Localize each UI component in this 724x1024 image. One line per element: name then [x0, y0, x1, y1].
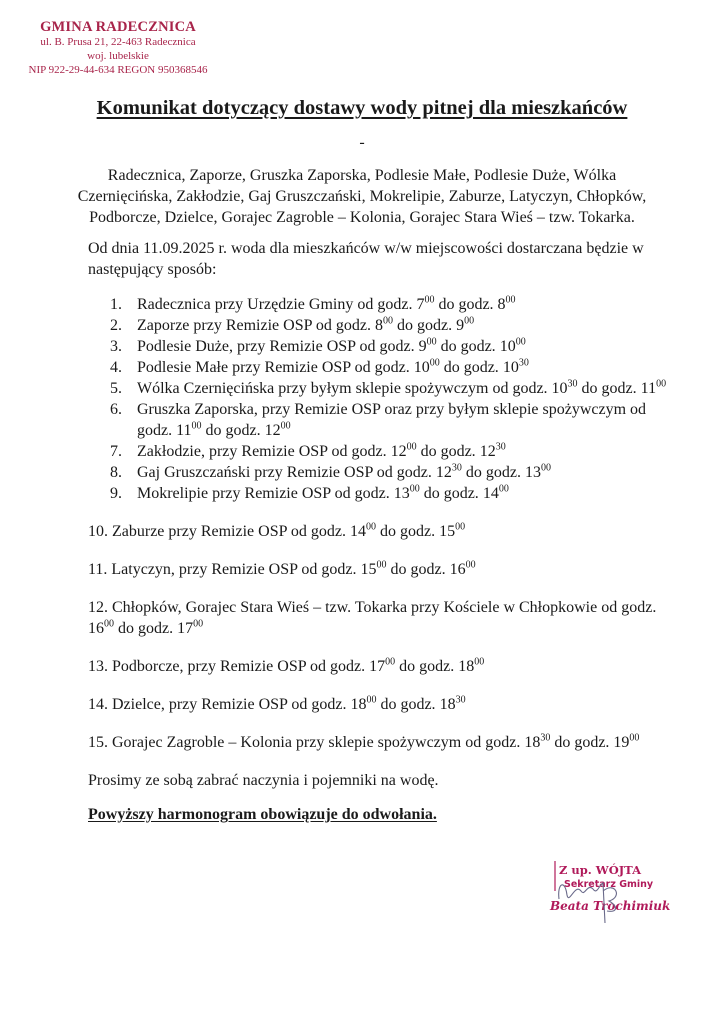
- time-from-minutes: 00: [409, 483, 420, 495]
- separator: -: [359, 134, 365, 151]
- item-number: 5.: [110, 380, 122, 397]
- time-to-minutes: 00: [656, 378, 667, 390]
- item-text: [137, 294, 670, 315]
- time-to-hour: 17: [177, 620, 194, 637]
- schedule-item: [88, 559, 668, 580]
- item-text: [137, 483, 670, 504]
- letterhead-name: GMINA RADECZNICA: [40, 19, 196, 35]
- item-location: Podlesie Duże, przy Remizie OSP od godz.: [137, 338, 419, 355]
- time-to-minutes: 00: [629, 732, 640, 744]
- schedule-item: [88, 597, 668, 639]
- time-from-hour: 12: [390, 443, 407, 460]
- time-from-hour: 13: [393, 485, 410, 502]
- time-from-minutes: 00: [191, 420, 202, 432]
- item-number: 10.: [88, 523, 108, 540]
- item-number: 2.: [110, 317, 122, 334]
- item-text: [111, 561, 475, 578]
- time-to-minutes: 00: [505, 294, 516, 306]
- stamp-line-2: Sekretarz Gminy: [564, 879, 654, 890]
- item-number: 3.: [110, 338, 122, 355]
- item-number: 4.: [110, 359, 122, 376]
- time-to-hour: 11: [640, 380, 657, 397]
- time-from-hour: 15: [360, 561, 377, 578]
- time-to-minutes: 00: [464, 315, 475, 327]
- schedule-list-spaced: [88, 521, 668, 753]
- time-to-minutes: 30: [495, 441, 506, 453]
- item-text: [88, 599, 656, 637]
- item-location: Latyczyn, przy Remizie OSP od godz.: [111, 561, 361, 578]
- time-to-minutes: 00: [498, 483, 509, 495]
- item-connector: do godz.: [416, 443, 480, 460]
- schedule-item: [110, 294, 670, 315]
- schedule-item: [110, 315, 670, 336]
- time-from-hour: 8: [375, 317, 384, 334]
- item-text: [137, 378, 670, 399]
- item-text: [112, 523, 465, 540]
- item-connector: do godz.: [393, 317, 457, 334]
- item-connector: do godz.: [386, 561, 450, 578]
- item-connector: do godz.: [376, 696, 440, 713]
- item-number: 8.: [110, 464, 122, 481]
- time-from-minutes: 00: [426, 336, 437, 348]
- schedule-item: [110, 336, 670, 357]
- letterhead-region: woj. lubelskie: [87, 50, 149, 62]
- schedule-item: [110, 378, 670, 399]
- time-from-hour: 10: [551, 380, 568, 397]
- time-to-hour: 10: [502, 359, 519, 376]
- item-text: [112, 696, 466, 713]
- item-connector: do godz.: [114, 620, 178, 637]
- time-from-hour: 12: [435, 464, 452, 481]
- item-connector: do godz.: [395, 658, 459, 675]
- time-to-hour: 13: [525, 464, 541, 481]
- time-to-minutes: 00: [474, 656, 485, 668]
- time-from-minutes: 30: [451, 462, 462, 474]
- time-to-minutes: 00: [515, 336, 526, 348]
- time-to-hour: 18: [439, 696, 456, 713]
- letterhead: [28, 19, 208, 77]
- time-to-hour: 9: [456, 317, 465, 334]
- time-from-hour: 9: [418, 338, 427, 355]
- time-to-minutes: 00: [193, 618, 204, 630]
- item-number: 11.: [88, 561, 108, 578]
- time-to-minutes: 30: [455, 694, 466, 706]
- item-connector: do godz.: [439, 359, 503, 376]
- time-to-hour: 14: [482, 485, 499, 502]
- time-to-hour: 18: [458, 658, 475, 675]
- intro-paragraph: Od dnia 11.09.2025 r. woda dla mieszkańców w/w miejscowości dostarczana będzie w następujący sposób:: [88, 240, 644, 278]
- time-to-minutes: 30: [518, 357, 529, 369]
- time-from-minutes: 00: [429, 357, 440, 369]
- item-connector: do godz.: [461, 464, 525, 481]
- time-to-hour: 8: [497, 296, 506, 313]
- item-connector: do godz.: [577, 380, 641, 397]
- item-text: [137, 462, 670, 483]
- localities-list: Radecznica, Zaporze, Gruszka Zaporska, Podlesie Małe, Podlesie Duże, Wólka Czernięcińska, Zakłodzie, Gaj Gruszczański, Mokrelipie, Zaburze, Latyczyn, Chłopków, Podborcze, Dzielce, Gorajec Zagroble – Kolonia, Gorajec Stara Wieś – tzw. Tokarka.: [77, 167, 647, 226]
- item-number: 13.: [88, 658, 108, 675]
- item-connector: do godz.: [419, 485, 483, 502]
- time-from-minutes: 00: [366, 521, 377, 533]
- time-to-minutes: 00: [455, 521, 466, 533]
- schedule-item: [88, 732, 668, 753]
- item-number: 14.: [88, 696, 108, 713]
- time-to-hour: 10: [499, 338, 516, 355]
- time-to-hour: 12: [264, 422, 281, 439]
- time-from-hour: 18: [350, 696, 367, 713]
- item-number: 6.: [110, 401, 122, 418]
- item-location: Podlesie Małe przy Remizie OSP od godz.: [137, 359, 414, 376]
- schedule-item: [88, 656, 668, 677]
- item-location: Mokrelipie przy Remizie OSP od godz.: [137, 485, 394, 502]
- item-connector: do godz.: [201, 422, 265, 439]
- time-from-minutes: 30: [567, 378, 578, 390]
- item-location: Wólka Czernięcińska przy byłym sklepie spożywczym od godz.: [137, 380, 552, 397]
- schedule-list-compact: [110, 294, 670, 504]
- item-location: Gaj Gruszczański przy Remizie OSP od godz.: [137, 464, 436, 481]
- time-from-hour: 11: [176, 422, 192, 439]
- time-from-minutes: 00: [406, 441, 417, 453]
- schedule-item: [88, 521, 668, 542]
- item-text: [112, 734, 639, 751]
- schedule-item: [110, 357, 670, 378]
- time-to-minutes: 00: [280, 420, 291, 432]
- schedule-item: [110, 462, 670, 483]
- schedule-item: [110, 399, 670, 441]
- validity-notice: Powyższy harmonogram obowiązuje do odwołania.: [88, 806, 437, 823]
- document-title: Komunikat dotyczący dostawy wody pitnej dla mieszkańców: [96, 97, 628, 119]
- time-to-hour: 15: [439, 523, 456, 540]
- item-connector: do godz.: [376, 523, 440, 540]
- stamp-line-1: Z up. WÓJTA: [559, 863, 642, 877]
- time-from-minutes: 00: [424, 294, 435, 306]
- time-from-minutes: 00: [383, 315, 394, 327]
- time-to-minutes: 00: [465, 559, 476, 571]
- time-from-minutes: 00: [376, 559, 387, 571]
- letterhead-ids: NIP 922-29-44-634 REGON 950368546: [28, 64, 208, 76]
- item-location: Zaporze przy Remizie OSP od godz.: [137, 317, 376, 334]
- item-number: 9.: [110, 485, 122, 502]
- letterhead-address: ul. B. Prusa 21, 22-463 Radecznica: [40, 36, 196, 48]
- item-location: Zakłodzie, przy Remizie OSP od godz.: [137, 443, 391, 460]
- item-connector: do godz.: [550, 734, 614, 751]
- item-number: 7.: [110, 443, 122, 460]
- time-from-hour: 10: [413, 359, 430, 376]
- item-text: [112, 658, 484, 675]
- containers-note: Prosimy ze sobą zabrać naczynia i pojemniki na wodę.: [88, 772, 439, 789]
- time-from-minutes: 00: [385, 656, 396, 668]
- time-to-hour: 12: [479, 443, 496, 460]
- schedule-item: [110, 441, 670, 462]
- stamp-line-3: Beata Trochimiuk: [550, 899, 671, 913]
- item-text: [137, 315, 670, 336]
- item-location: Chłopków, Gorajec Stara Wieś – tzw. Tokarka przy Kościele w Chłopkowie od godz.: [112, 599, 657, 616]
- item-text: [137, 357, 670, 378]
- item-text: [137, 399, 670, 441]
- time-from-hour: 16: [88, 620, 104, 637]
- time-from-hour: 17: [369, 658, 386, 675]
- time-from-minutes: 00: [104, 618, 114, 630]
- time-from-hour: 7: [416, 296, 425, 313]
- item-location: Radecznica przy Urzędzie Gminy od godz.: [137, 296, 417, 313]
- item-text: [137, 441, 670, 462]
- item-connector: do godz.: [434, 296, 498, 313]
- time-to-hour: 16: [449, 561, 466, 578]
- item-location: Podborcze, przy Remizie OSP od godz.: [112, 658, 370, 675]
- item-number: 1.: [110, 296, 122, 313]
- item-connector: do godz.: [436, 338, 500, 355]
- schedule-item: [88, 694, 668, 715]
- item-location: Gruszka Zaporska, przy Remizie OSP oraz przy byłym sklepie spożywczym od godz.: [137, 401, 647, 439]
- item-location: Zaburze przy Remizie OSP od godz.: [112, 523, 351, 540]
- item-number: 12.: [88, 599, 108, 616]
- time-to-hour: 19: [613, 734, 630, 751]
- item-location: Dzielce, przy Remizie OSP od godz.: [112, 696, 351, 713]
- time-from-hour: 18: [524, 734, 541, 751]
- signature-stamp: [545, 861, 719, 918]
- time-to-minutes: 00: [541, 462, 551, 474]
- time-from-minutes: 30: [540, 732, 551, 744]
- schedule-item: [110, 483, 670, 504]
- time-from-hour: 14: [350, 523, 367, 540]
- time-from-minutes: 00: [366, 694, 377, 706]
- item-text: [137, 336, 670, 357]
- item-number: 15.: [88, 734, 108, 751]
- item-location: Gorajec Zagroble – Kolonia przy sklepie spożywczym od godz.: [112, 734, 525, 751]
